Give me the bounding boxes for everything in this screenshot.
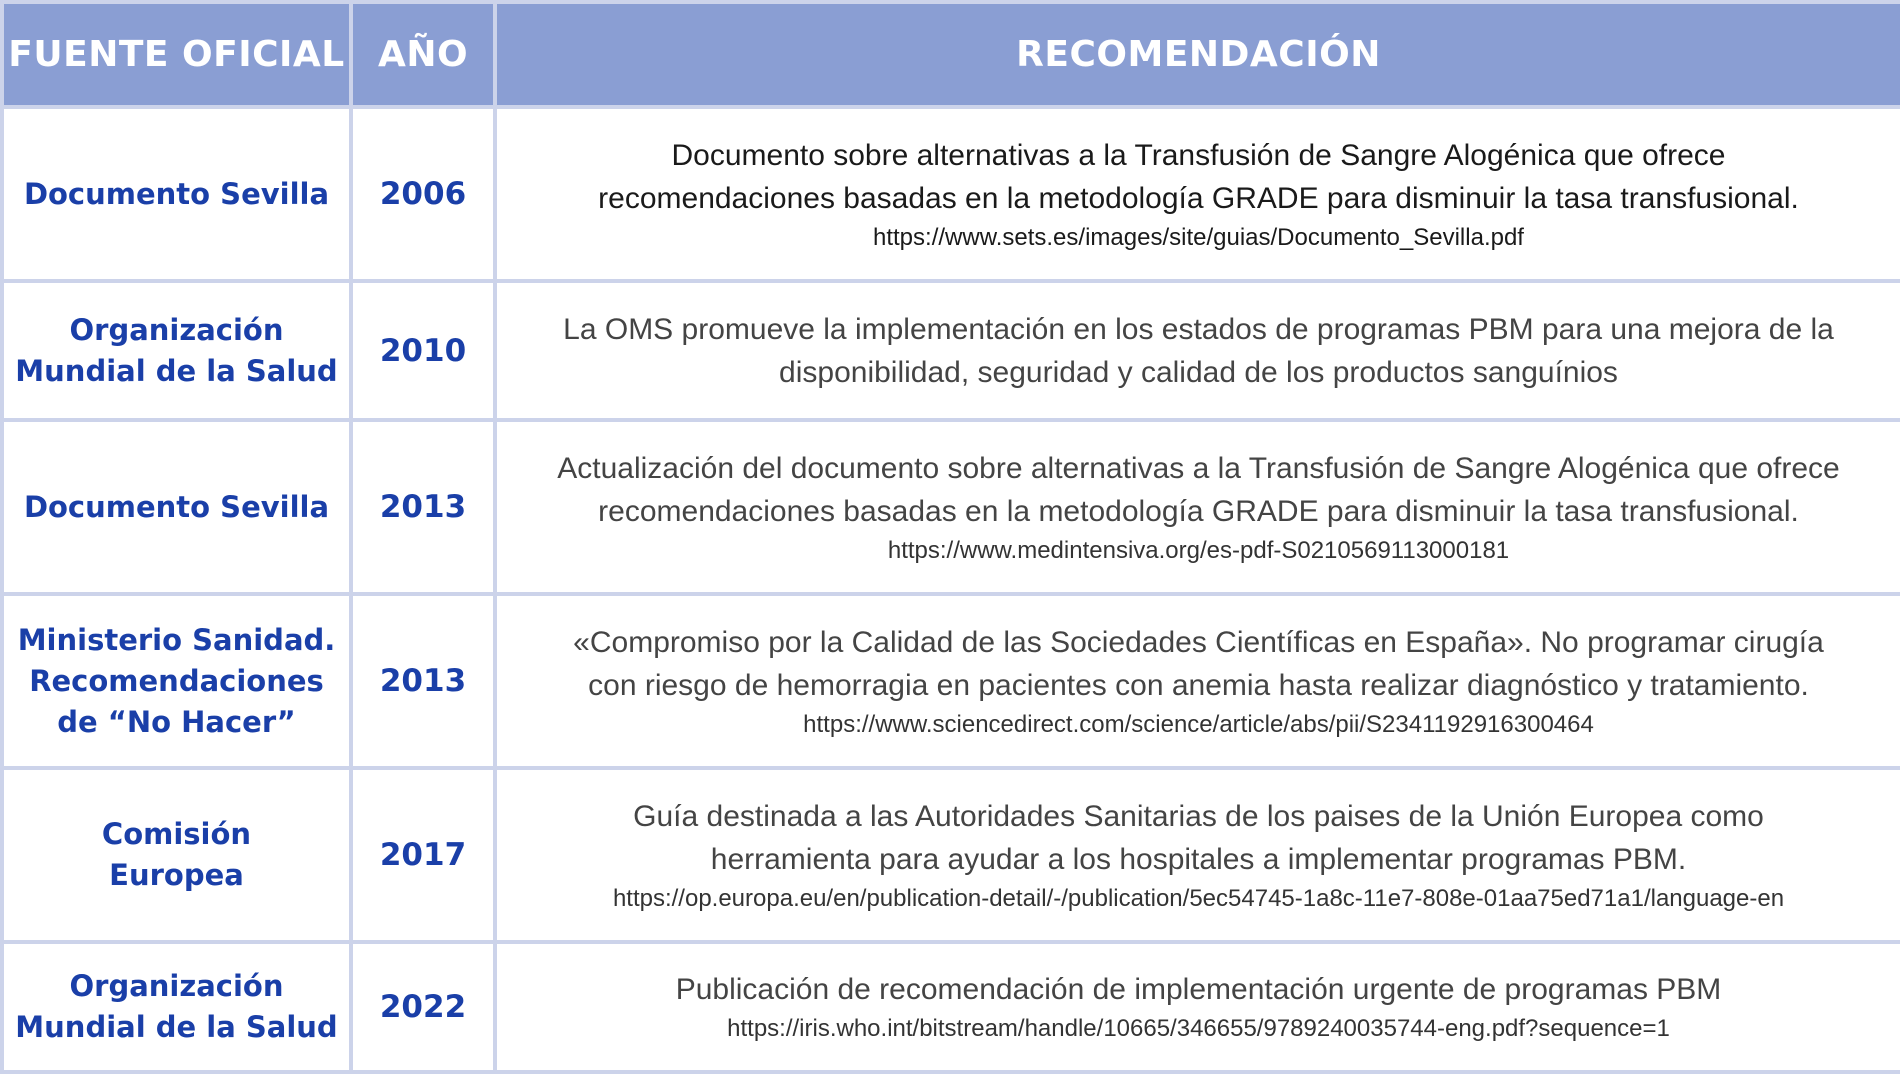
year-cell: 2022 — [351, 942, 495, 1072]
recommendation-text-line: Guía destinada a las Autoridades Sanitarias de los paises de la Unión Europea como — [633, 799, 1764, 833]
year-cell: 2017 — [351, 768, 495, 942]
recommendation-text — [507, 447, 1890, 533]
source-url: https://www.sets.es/images/site/guias/Documento_Sevilla.pdf — [873, 223, 1524, 251]
table-body — [2, 107, 1900, 1072]
recommendation-text-line: «Compromiso por la Calidad de las Sociedades Científicas en España». No programar cirugía — [573, 625, 1824, 659]
recommendation-text — [507, 795, 1890, 881]
source-cell — [2, 594, 351, 768]
table-row — [2, 281, 1900, 420]
column-header-year: AÑO — [351, 2, 495, 107]
year-cell: 2013 — [351, 594, 495, 768]
source-url: https://www.medintensiva.org/es-pdf-S0210569113000181 — [887, 536, 1510, 564]
column-header-recommendation: RECOMENDACIÓN — [495, 2, 1900, 107]
recommendation-cell — [495, 768, 1900, 942]
recommendation-text-line: La OMS promueve la implementación en los estados de programas PBM para una mejora de la — [563, 312, 1834, 346]
table-row — [2, 420, 1900, 594]
recommendation-cell — [495, 107, 1900, 281]
source-line: de “No Hacer” — [57, 704, 296, 739]
source-cell — [2, 942, 351, 1072]
recommendation-text — [507, 621, 1890, 707]
source-line: Documento Sevilla — [23, 489, 330, 524]
source-line: Mundial de la Salud — [15, 353, 338, 388]
table-row — [2, 942, 1900, 1072]
year-cell: 2010 — [351, 281, 495, 420]
recommendation-text-line: Documento sobre alternativas a la Transfusión de Sangre Alogénica que ofrece — [671, 138, 1726, 172]
recommendation-cell — [495, 281, 1900, 420]
recommendation-text-line: recomendaciones basadas en la metodología GRADE para disminuir la tasa transfusional. — [598, 494, 1799, 528]
source-cell — [2, 768, 351, 942]
source-url: https://op.europa.eu/en/publication-detail/-/publication/5ec54745-1a8c-11e7-808e-01aa75ed71a1/language-en — [612, 884, 1785, 912]
year-cell: 2013 — [351, 420, 495, 594]
table-row — [2, 594, 1900, 768]
table-row — [2, 768, 1900, 942]
source-line: Documento Sevilla — [23, 176, 330, 211]
recommendation-cell — [495, 594, 1900, 768]
source-line: Mundial de la Salud — [15, 1010, 338, 1044]
source-cell — [2, 107, 351, 281]
source-url: https://www.sciencedirect.com/science/article/abs/pii/S2341192916300464 — [803, 710, 1594, 738]
source-cell — [2, 420, 351, 594]
source-line: Ministerio Sanidad. — [17, 622, 336, 657]
recommendation-text-line: recomendaciones basadas en la metodología GRADE para disminuir la tasa transfusional. — [598, 181, 1799, 215]
source-line: Organización — [69, 969, 284, 1003]
year-cell: 2006 — [351, 107, 495, 281]
source-line: Recomendaciones — [29, 663, 324, 698]
recommendation-cell — [495, 420, 1900, 594]
column-header-source: FUENTE OFICIAL — [2, 2, 351, 107]
recommendation-text — [507, 308, 1890, 394]
recommendation-text — [507, 134, 1890, 220]
table-header-row — [2, 2, 1900, 107]
recommendation-cell — [495, 942, 1900, 1072]
source-line: Comisión — [101, 817, 252, 851]
source-cell — [2, 281, 351, 420]
recommendation-text-line: con riesgo de hemorragia en pacientes con anemia hasta realizar diagnóstico y tratamiento. — [588, 668, 1809, 702]
recommendation-text-line: disponibilidad, seguridad y calidad de los productos sanguínios — [779, 355, 1618, 389]
source-line: Europea — [109, 858, 244, 892]
table-row — [2, 107, 1900, 281]
recommendation-text-line: Actualización del documento sobre alternativas a la Transfusión de Sangre Alogénica que ofrece — [557, 451, 1840, 485]
recommendation-text — [507, 968, 1890, 1011]
recommendation-text-line: herramienta para ayudar a los hospitales a implementar programas PBM. — [710, 842, 1687, 876]
source-url: https://iris.who.int/bitstream/handle/10665/346655/9789240035744-eng.pdf?sequence=1 — [727, 1015, 1670, 1042]
source-line: Organización — [69, 312, 284, 347]
recommendation-text-line: Publicación de recomendación de implementación urgente de programas PBM — [675, 973, 1722, 1006]
